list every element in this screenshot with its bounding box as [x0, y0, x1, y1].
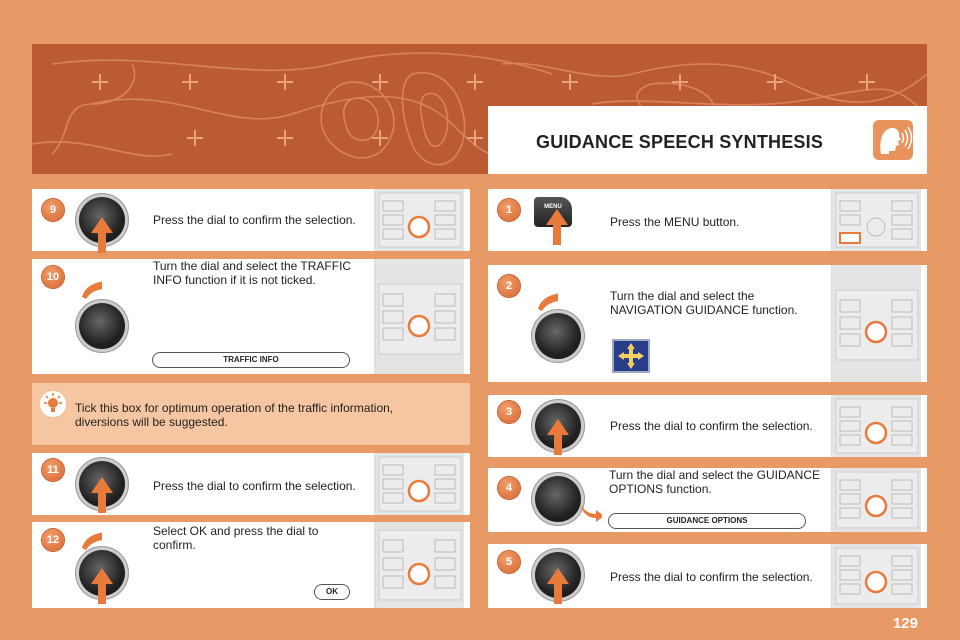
step-text: Press the dial to confirm the selection.	[153, 479, 356, 493]
step-text: Press the dial to confirm the selection.	[610, 419, 813, 433]
tip-box	[32, 383, 470, 445]
radio-panel-image	[831, 395, 921, 457]
radio-panel-image	[374, 189, 464, 251]
step-text: Press the dial to confirm the selection.	[610, 570, 813, 584]
step-text: Turn the dial and select the GUIDANCE OPTIONS function.	[609, 468, 820, 496]
step-3	[488, 395, 927, 457]
page-number: 129	[892, 615, 918, 632]
step-number: 2	[498, 275, 520, 297]
press-arrow-icon	[547, 419, 569, 459]
step-text: Turn the dial and select the NAVIGATION GUIDANCE function.	[610, 289, 798, 317]
step-number: 1	[498, 199, 520, 221]
step-number: 5	[498, 551, 520, 573]
step-text: Select OK and press the dial to confirm.	[153, 524, 319, 552]
lightbulb-icon	[40, 391, 66, 417]
menu-button-icon: MENU	[534, 197, 572, 227]
dial-icon	[535, 313, 581, 359]
title-box	[488, 106, 927, 174]
step-text: Press the dial to confirm the selection.	[153, 213, 356, 227]
press-arrow-icon	[91, 477, 113, 517]
press-arrow-icon	[547, 568, 569, 608]
step-1	[488, 189, 927, 251]
step-5	[488, 544, 927, 608]
step-9	[32, 189, 470, 251]
step-number: 9	[42, 199, 64, 221]
speech-synthesis-icon	[873, 120, 913, 160]
radio-panel-image	[831, 189, 921, 251]
radio-panel-image	[831, 265, 921, 382]
turn-arrow-icon	[580, 502, 602, 542]
radio-panel-image	[831, 544, 921, 608]
ok-option[interactable]: OK	[314, 584, 350, 600]
step-number: 11	[42, 459, 64, 481]
step-text: Turn the dial and select the TRAFFIC INFO function if it is not ticked.	[153, 259, 352, 287]
dial-icon	[535, 476, 581, 522]
radio-panel-image	[831, 468, 921, 532]
step-2	[488, 265, 927, 382]
step-number: 4	[498, 477, 520, 499]
guidance-options-option[interactable]: GUIDANCE OPTIONS	[608, 513, 806, 529]
step-text: Press the MENU button.	[610, 215, 740, 229]
traffic-info-option[interactable]: TRAFFIC INFO	[152, 352, 350, 368]
page-title: GUIDANCE SPEECH SYNTHESIS	[536, 132, 824, 152]
radio-panel-image	[374, 453, 464, 515]
dial-icon	[79, 303, 125, 349]
radio-panel-image	[374, 259, 464, 374]
press-arrow-icon	[91, 568, 113, 608]
navigation-guidance-icon	[612, 339, 650, 373]
step-number: 12	[42, 529, 64, 551]
step-4	[488, 468, 927, 532]
step-12	[32, 522, 470, 608]
press-arrow-icon	[546, 209, 568, 249]
step-11	[32, 453, 470, 515]
press-arrow-icon	[91, 217, 113, 257]
step-10	[32, 259, 470, 374]
step-number: 3	[498, 401, 520, 423]
step-number: 10	[42, 266, 64, 288]
tip-text: Tick this box for optimum operation of the traffic information, diversions will be suggested.	[75, 401, 394, 429]
radio-panel-image	[374, 522, 464, 608]
